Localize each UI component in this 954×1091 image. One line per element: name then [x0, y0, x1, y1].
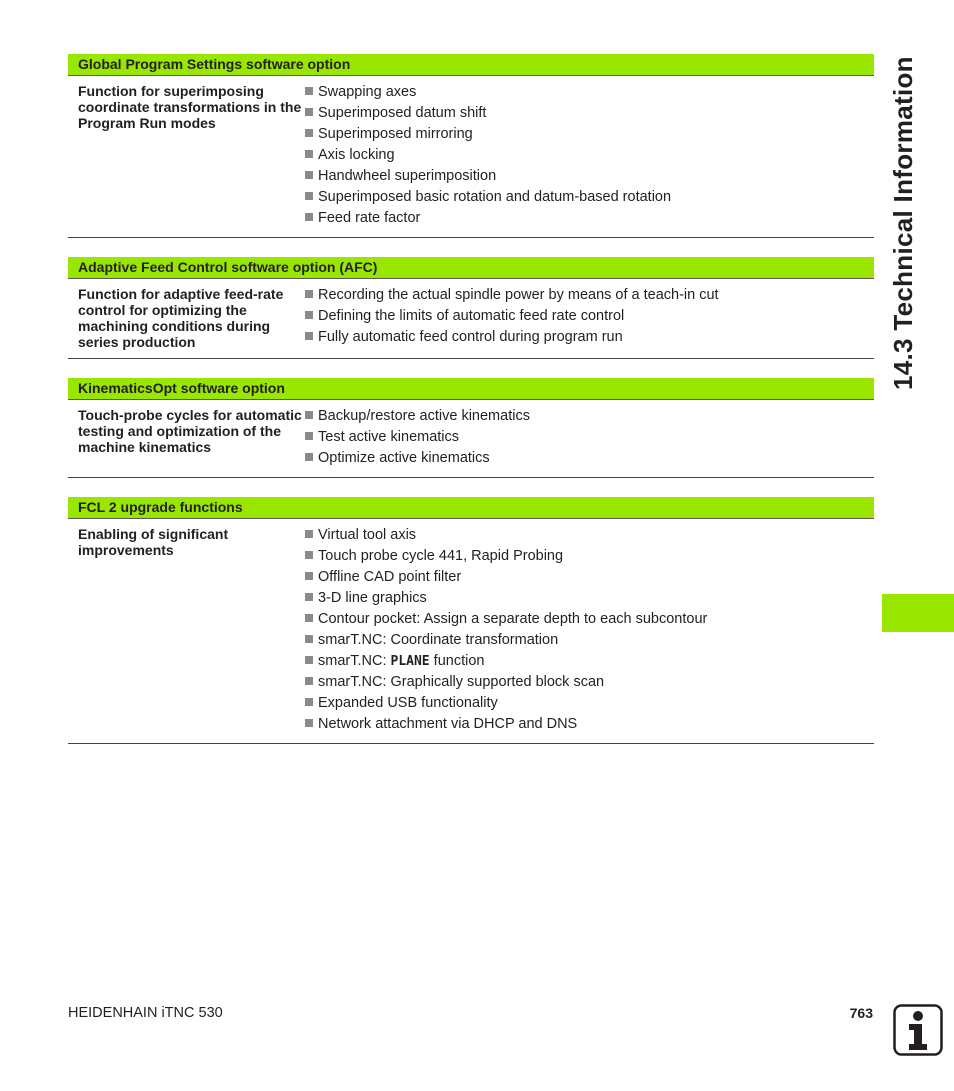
square-bullet-icon: [305, 635, 313, 643]
feature-list: [305, 82, 874, 229]
list-item-text: Network attachment via DHCP and DNS: [318, 716, 578, 732]
list-item: [305, 406, 874, 427]
list-item-text: Superimposed datum shift: [318, 105, 487, 121]
list-item-text: Defining the limits of automatic feed rate control: [318, 308, 625, 324]
footer-product-name: HEIDENHAIN iTNC 530: [68, 1005, 223, 1021]
section-label: Enabling of significant improvements: [78, 526, 229, 558]
square-bullet-icon: [305, 171, 313, 179]
list-item: [305, 714, 874, 735]
list-item-text: Superimposed basic rotation and datum-based rotation: [318, 189, 672, 205]
list-item-text: smarT.NC: Coordinate transformation: [318, 632, 559, 648]
list-item-text: Backup/restore active kinematics: [318, 408, 530, 424]
list-item: [305, 82, 874, 103]
list-item: [305, 567, 874, 588]
list-item-text: Expanded USB functionality: [318, 695, 498, 711]
square-bullet-icon: [305, 432, 313, 440]
code-keyword: PLANE: [390, 654, 430, 669]
list-item: [305, 609, 874, 630]
info-icon: [893, 1004, 943, 1056]
list-item-text: Contour pocket: Assign a separate depth to each subcontour: [318, 611, 708, 627]
list-item-text: Superimposed mirroring: [318, 126, 473, 142]
square-bullet-icon: [305, 129, 313, 137]
square-bullet-icon: [305, 453, 313, 461]
section-label: Function for superimposing coordinate transformations in the Program Run modes: [78, 83, 302, 131]
section-body: [68, 519, 874, 744]
list-item: [305, 651, 874, 672]
square-bullet-icon: [305, 677, 313, 685]
list-item-text: Touch probe cycle 441, Rapid Probing: [318, 548, 564, 564]
square-bullet-icon: [305, 411, 313, 419]
list-item-text-suffix: function: [429, 653, 485, 669]
section-body: [68, 279, 874, 359]
section-title: Global Program Settings software option: [68, 54, 874, 76]
list-item: [305, 327, 874, 348]
section-title: KinematicsOpt software option: [68, 378, 874, 400]
list-item: [305, 208, 874, 229]
list-item: [305, 672, 874, 693]
section-global-program-settings: [68, 54, 874, 238]
list-item-text: smarT.NC: Graphically supported block scan: [318, 674, 605, 690]
list-item-text: Handwheel superimposition: [318, 168, 497, 184]
list-item-text: Swapping axes: [318, 84, 417, 100]
square-bullet-icon: [305, 551, 313, 559]
list-item-text: Virtual tool axis: [318, 527, 417, 543]
list-item: [305, 124, 874, 145]
section-body: [68, 400, 874, 478]
chapter-title: 14.3 Technical Information: [888, 56, 918, 390]
section-label: Touch-probe cycles for automatic testing and optimization of the machine kinematics: [78, 407, 302, 455]
feature-list: [305, 285, 874, 350]
feature-list: [305, 525, 874, 735]
list-item: [305, 588, 874, 609]
square-bullet-icon: [305, 213, 313, 221]
square-bullet-icon: [305, 530, 313, 538]
page-number: 763: [849, 1005, 873, 1021]
square-bullet-icon: [305, 290, 313, 298]
section-body: [68, 76, 874, 238]
list-item-text: smarT.NC:: [318, 653, 391, 669]
list-item: [305, 427, 874, 448]
square-bullet-icon: [305, 108, 313, 116]
list-item-text: Recording the actual spindle power by means of a teach-in cut: [318, 287, 719, 303]
square-bullet-icon: [305, 332, 313, 340]
list-item: [305, 145, 874, 166]
square-bullet-icon: [305, 572, 313, 580]
square-bullet-icon: [305, 192, 313, 200]
list-item: [305, 546, 874, 567]
list-item: [305, 187, 874, 208]
list-item-text: Fully automatic feed control during program run: [318, 329, 623, 345]
content: [68, 54, 874, 763]
square-bullet-icon: [305, 614, 313, 622]
list-item: [305, 285, 874, 306]
list-item: [305, 448, 874, 469]
square-bullet-icon: [305, 656, 313, 664]
list-item: [305, 525, 874, 546]
section-title: Adaptive Feed Control software option (AFC): [68, 257, 874, 279]
list-item: [305, 306, 874, 327]
list-item-text: Offline CAD point filter: [318, 569, 462, 585]
list-item: [305, 166, 874, 187]
square-bullet-icon: [305, 719, 313, 727]
section-adaptive-feed-control: [68, 257, 874, 359]
feature-list: [305, 406, 874, 469]
section-kinematicsopt: [68, 378, 874, 478]
square-bullet-icon: [305, 311, 313, 319]
square-bullet-icon: [305, 150, 313, 158]
section-fcl2-upgrade: [68, 497, 874, 744]
section-title: FCL 2 upgrade functions: [68, 497, 874, 519]
list-item-text: 3-D line graphics: [318, 590, 427, 606]
section-label: Function for adaptive feed-rate control for optimizing the machining conditions during series production: [78, 286, 284, 350]
square-bullet-icon: [305, 593, 313, 601]
square-bullet-icon: [305, 87, 313, 95]
list-item: [305, 103, 874, 124]
list-item-text: Axis locking: [318, 147, 395, 163]
list-item: [305, 693, 874, 714]
list-item-text: Optimize active kinematics: [318, 450, 490, 466]
list-item-text: Feed rate factor: [318, 210, 421, 226]
list-item: [305, 630, 874, 651]
square-bullet-icon: [305, 698, 313, 706]
list-item-text: Test active kinematics: [318, 429, 460, 445]
chapter-tab-marker: [882, 594, 954, 632]
